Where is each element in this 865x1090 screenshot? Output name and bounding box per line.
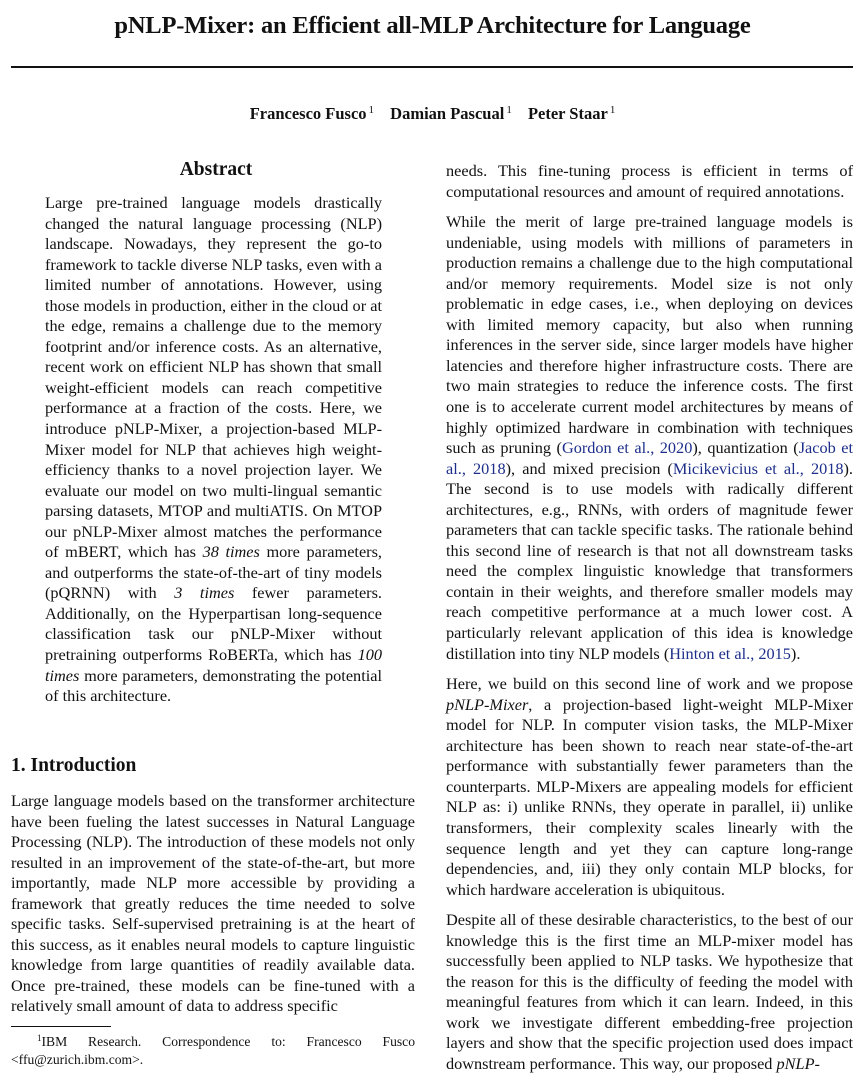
footnote-rule — [11, 1026, 111, 1027]
section-heading-introduction: 1. Introduction — [11, 755, 137, 776]
citation-link[interactable]: Hinton et al., 2015 — [669, 643, 791, 663]
footnote-text: IBM Research. Correspondence to: Francesco Fusco <ffu@zurich.ibm.com>. — [11, 1034, 415, 1067]
author-list — [0, 104, 865, 124]
footnote-mark: 1 — [37, 1033, 42, 1043]
intro-column-left — [11, 791, 415, 1017]
citation-link[interactable]: Jacob et al., 2018 — [446, 438, 854, 478]
affiliation-mark: 1 — [506, 104, 512, 116]
intro-column-right — [446, 161, 853, 1075]
author: Francesco Fusco $^1$ — [249, 104, 375, 123]
footnote — [11, 1030, 415, 1068]
intro-paragraph: While the merit of large pre-trained language models is undeniable, using models with millions of parameters in production remains a challenge due to the high computational and/or memory requirements. Model size is not only problematic in edge cases, i.e., when deploying on devices with limited memory capacity, but also when running inferences in the server side, since larger models have higher latencies and therefore higher infrastructure costs. There are two main strategies to reduce the inference costs. The first one is to accelerate current model architectures by means of highly optimized hardware in combination with techniques such as pruning (Gordon et al., 2020), quantization (Jacob et al., 2018), and mixed precision (Micikevicius et al., 2018). The second is to use models with radically different architectures, e.g., RNNs, with orders of magnitude fewer parameters that can tackle specific tasks. The rationale behind this second line of research is that not all downstream tasks need the complex linguistic knowledge that transformers contain in their weights, and therefore smaller models may reach competitive performance at a much lower cost. A particularly relevant application of this idea is knowledge distillation into tiny NLP models (Hinton et al., 2015). — [446, 212, 854, 663]
abstract-body — [45, 193, 382, 707]
title-rule — [11, 66, 853, 68]
author: Peter Staar $^1$ — [527, 104, 616, 123]
abstract-heading: Abstract — [179, 159, 253, 180]
intro-paragraph-continued: needs. This fine-tuning process is efficient in terms of computational resources and amount of required annotations. — [446, 161, 853, 201]
abstract-paragraph: Large pre-trained language models drastically changed the natural language processing (NLP) landscape. Nowadays, they represent the go-to framework to tackle diverse NLP tasks, even with a limited number of annotations. However, using those models in production, either in the cloud or at the edge, remains a challenge due to the memory footprint and/or inference costs. As an alternative, recent work on efficient NLP has shown that small weight-efficient models can reach competitive performance at a fraction of the costs. Here, we introduce pNLP-Mixer, a projection-based MLP-Mixer model for NLP that achieves high weight-efficiency thanks to a novel projection layer. We evaluate our model on two multi-lingual semantic parsing datasets, MTOP and multiATIS. On MTOP our pNLP-Mixer almost matches the performance of mBERT, which has 38 times more parameters, and outperforms the state-of-the-art of tiny models (pQRNN) with 3 times fewer parameters. Additionally, on the Hyperpartisan long-sequence classification task our pNLP-Mixer without pretraining outperforms RoBERTa, which has 100 times more parameters, demonstrating the potential of this architecture. — [45, 193, 383, 706]
affiliation-mark: 1 — [609, 104, 616, 116]
author: Damian Pascual $^1$ — [390, 104, 512, 123]
citation-link[interactable]: Gordon et al., 2020 — [561, 438, 693, 458]
paper-title: pNLP-Mixer: an Efficient all-MLP Architecture for Language — [114, 12, 751, 39]
intro-paragraph: Large language models based on the transformer architecture have been fueling the latest successes in Natural Language Processing (NLP). The introduction of these models not only resulted in an improvement of the state-of-the-art, but more importantly, made NLP more accessible by providing a framework that greatly reduces the time needed to solve specific tasks. Self-supervised pretraining is at the heart of this success, as it enables neural models to capture linguistic knowledge from large quantities of readily available data. Once pre-trained, these models can be fine-tuned with a relatively small amount of data to address specific — [11, 791, 415, 1016]
affiliation-mark: 1 — [368, 104, 375, 116]
citation-link[interactable]: Micikevicius et al., 2018 — [672, 458, 844, 478]
intro-paragraph: Despite all of these desirable characteristics, to the best of our knowledge this is the first time an MLP-mixer model has successfully been applied to NLP tasks. We hypothesize that the reason for this is the difficulty of feeding the model with meaningful features from which it can learn. Indeed, in this work we investigate different embedding-free projection layers and show that the specific projection used does impact downstream performance. This way, our proposed pNLP- — [446, 910, 853, 1073]
intro-paragraph: Here, we build on this second line of work and we propose pNLP-Mixer, a projection-based light-weight MLP-Mixer model for NLP. In computer vision tasks, the MLP-Mixer architecture has been shown to reach near state-of-the-art performance with substantially fewer parameters than the counterparts. MLP-Mixers are appealing models for efficient NLP as: i) unlike RNNs, they operate in parallel, ii) unlike transformers, their complexity scales linearly with the sequence length and yet they can capture long-range dependencies, and, iii) they only contain MLP blocks, for which hardware acceleration is ubiquitous. — [446, 674, 853, 899]
